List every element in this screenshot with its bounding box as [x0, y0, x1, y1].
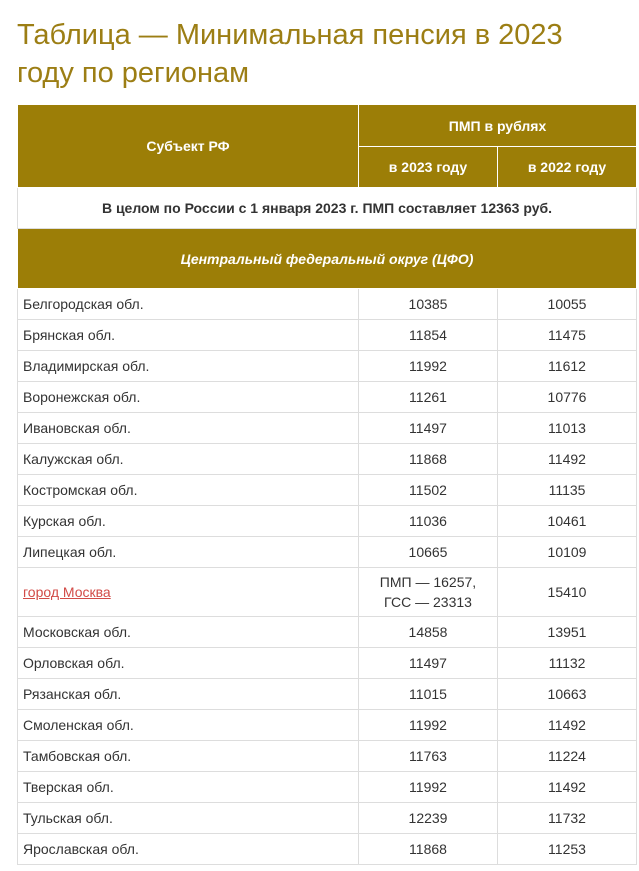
value-2023: 11261: [359, 382, 498, 413]
region-name: Брянская обл.: [18, 320, 359, 351]
value-2023: 11497: [359, 648, 498, 679]
value-2023: 11992: [359, 772, 498, 803]
value-2023-gss: ГСС — 23313: [384, 594, 472, 610]
value-2022: 11132: [498, 648, 637, 679]
region-name: Костромская обл.: [18, 475, 359, 506]
value-2022: 10776: [498, 382, 637, 413]
district-heading: Центральный федеральный округ (ЦФО): [18, 229, 637, 289]
region-name: Калужская обл.: [18, 444, 359, 475]
table-row: [18, 834, 637, 865]
value-2022: 11475: [498, 320, 637, 351]
value-2023: 11854: [359, 320, 498, 351]
region-name: Курская обл.: [18, 506, 359, 537]
table-row: [18, 772, 637, 803]
table-row: [18, 351, 637, 382]
table-row: [18, 506, 637, 537]
value-2022: 10055: [498, 289, 637, 320]
region-name: Рязанская обл.: [18, 679, 359, 710]
page-title: Таблица — Минимальная пенсия в 2023 году по регионам: [17, 19, 563, 89]
value-2023: [359, 568, 498, 617]
region-name: Смоленская обл.: [18, 710, 359, 741]
value-2022: 11253: [498, 834, 637, 865]
pension-table: [17, 104, 637, 865]
value-2023: 11036: [359, 506, 498, 537]
value-2023: 12239: [359, 803, 498, 834]
region-name: Орловская обл.: [18, 648, 359, 679]
value-2023: 11763: [359, 741, 498, 772]
value-2022: 13951: [498, 617, 637, 648]
table-row: [18, 679, 637, 710]
value-2023: 11502: [359, 475, 498, 506]
region-name: Липецкая обл.: [18, 537, 359, 568]
value-2022: 10663: [498, 679, 637, 710]
header-year-2023: в 2023 году: [359, 147, 498, 188]
value-2023-pmp: ПМП — 16257,: [379, 574, 477, 590]
table-row: [18, 444, 637, 475]
value-2023: 14858: [359, 617, 498, 648]
table-body: [18, 289, 637, 865]
table-row: [18, 475, 637, 506]
region-name: Воронежская обл.: [18, 382, 359, 413]
value-2022: 11492: [498, 710, 637, 741]
value-2023: 11868: [359, 444, 498, 475]
region-name: Тульская обл.: [18, 803, 359, 834]
region-name-cell: [18, 568, 359, 617]
value-2023: 11015: [359, 679, 498, 710]
value-2022: 11135: [498, 475, 637, 506]
table-row: [18, 289, 637, 320]
table-row: [18, 648, 637, 679]
table-row: [18, 320, 637, 351]
table-row: [18, 617, 637, 648]
value-2023: 11497: [359, 413, 498, 444]
table-row: [18, 382, 637, 413]
value-2023: 11992: [359, 710, 498, 741]
region-name: Московская обл.: [18, 617, 359, 648]
header-pmp-group: ПМП в рублях: [359, 105, 637, 147]
value-2022: 10461: [498, 506, 637, 537]
header-year-2022: в 2022 году: [498, 147, 637, 188]
value-2022: 15410: [498, 568, 637, 617]
value-2023: 11868: [359, 834, 498, 865]
region-name: Ярославская обл.: [18, 834, 359, 865]
value-2023: 10665: [359, 537, 498, 568]
region-name: Ивановская обл.: [18, 413, 359, 444]
region-name: Владимирская обл.: [18, 351, 359, 382]
value-2022: 11492: [498, 444, 637, 475]
table-row: [18, 568, 637, 617]
value-2023: 10385: [359, 289, 498, 320]
table-header: [18, 105, 637, 188]
table-row: [18, 741, 637, 772]
table-row: [18, 537, 637, 568]
value-2022: 11612: [498, 351, 637, 382]
summary-row: В целом по России с 1 января 2023 г. ПМП составляет 12363 руб.: [18, 188, 637, 229]
table-intro: [18, 188, 637, 289]
table-row: [18, 413, 637, 444]
header-subject: Субъект РФ: [18, 105, 359, 188]
value-2022: 11013: [498, 413, 637, 444]
value-2022: 11732: [498, 803, 637, 834]
value-2022: 10109: [498, 537, 637, 568]
region-name: Белгородская обл.: [18, 289, 359, 320]
moscow-link[interactable]: город Москва: [23, 584, 111, 600]
table-row: [18, 803, 637, 834]
value-2022: 11224: [498, 741, 637, 772]
table-row: [18, 710, 637, 741]
region-name: Тамбовская обл.: [18, 741, 359, 772]
region-name: Тверская обл.: [18, 772, 359, 803]
value-2022: 11492: [498, 772, 637, 803]
value-2023: 11992: [359, 351, 498, 382]
